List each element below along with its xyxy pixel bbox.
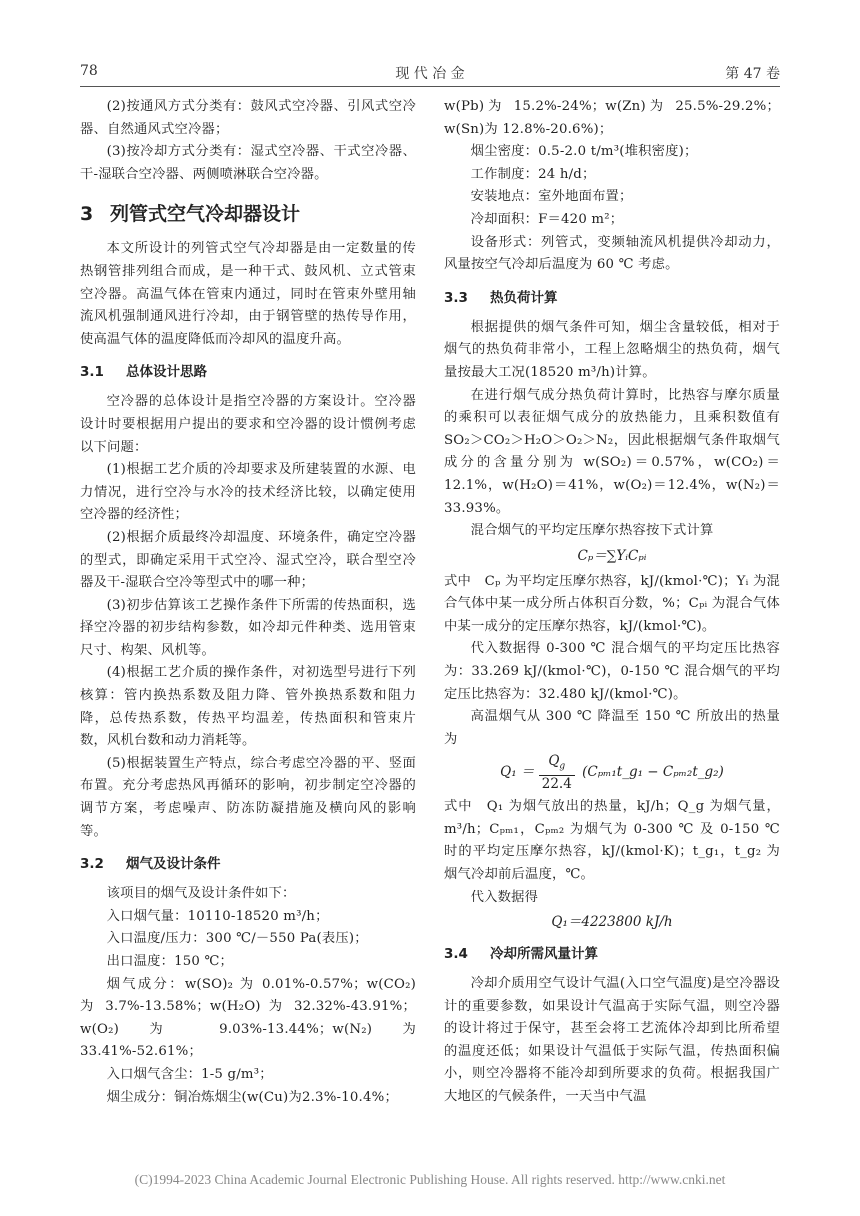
paragraph: (1)根据工艺介质的冷却要求及所建装置的水源、电力情况，进行空冷与水冷的技术经济比较，以确定使用空冷器的经济性；: [80, 462, 416, 523]
paragraph: 根据提供的烟气条件可知，烟尘含量较低，相对于烟气的热负荷非常小，工程上忽略烟尘的热负荷，烟气量按最大工况(18520 m³/h)计算。: [444, 319, 780, 380]
section-heading-3: [80, 200, 416, 228]
equation-result: Q₁＝4223800 kJ/h: [551, 914, 673, 931]
paragraph: (4)根据工艺介质的操作条件，对初选型号进行下列核算：管内换热系数及阻力降、管外换热系数和阻力降，总传热系数，传热平均温差，传热面积和管束片数，风机台数和动力消耗等。: [80, 665, 416, 749]
paragraph: 烟尘成分：铜冶炼烟尘(w(Cu)为2.3%-10.4%；: [106, 1089, 398, 1105]
header-rule: [80, 86, 780, 87]
paragraph: 代入数据得 0-300 ℃ 混合烟气的平均定压比热容为：33.269 kJ/(kmol·℃)，0-150 ℃ 混合烟气的平均定压比热容为：32.480 kJ/(kmol·℃)。: [444, 641, 780, 702]
subsection-heading-3-3: [444, 287, 780, 309]
subsection-title: 总体设计思路: [126, 364, 207, 381]
equation-rhs: (Cₚₘ₁t_g₁ − Cₚₘ₂t_g₂): [582, 764, 724, 781]
paragraph: w(Pb)为 15.2%-24%；w(Zn)为 25.5%-29.2%；w(Sn)为 12.8%-20.6%)；: [444, 99, 780, 137]
volume-label: 第 47 卷: [725, 66, 780, 82]
paragraph: 工作制度：24 h/d；: [470, 166, 596, 182]
left-column: [80, 96, 416, 1109]
paragraph: 冷却介质用空气设计气温(入口空气温度)是空冷器设计的重要参数，如果设计气温高于实际气温，则空冷器的设计将过于保守，甚至会将工艺流体冷却到比所希望的温度还低；如果设计气温低于实际气温，传热面积偏小，则空冷器将不能冷却到所要求的负荷。根据我国广大地区的气候条件，一天当中气温: [444, 976, 780, 1105]
equation-fraction: [539, 753, 575, 792]
subsection-number: 3.1: [80, 364, 104, 381]
subsection-number: 3.4: [444, 946, 468, 963]
fraction-denominator: 22.4: [541, 776, 572, 793]
paragraph: 设备形式：列管式，变频轴流风机提供冷却动力，风量按空气冷却后温度为 60 ℃ 考虑。: [444, 234, 780, 273]
paragraph: 入口烟气量：10110-18520 m³/h；: [106, 908, 329, 924]
paragraph: 混合烟气的平均定压摩尔热容按下式计算: [470, 523, 714, 539]
subsection-title: 热负荷计算: [490, 289, 558, 306]
paragraph: 安装地点：室外地面布置；: [470, 189, 633, 205]
paragraph: (2)按通风方式分类有：鼓风式空冷器、引风式空冷器、自然通风式空冷器；: [80, 99, 416, 137]
subsection-title: 烟气及设计条件: [126, 856, 221, 873]
paragraph: 式中 Q₁ 为烟气放出的热量，kJ/h；Q_g 为烟气量，m³/h；Cₚₘ₁，Cₚₘ₂ 为烟气为 0-300 ℃ 及 0-150 ℃ 时的平均定压摩尔热容，kJ/(kmol·K)；t_g₁，t_g₂ 为烟气冷却前后温度，℃。: [444, 799, 780, 882]
equation-heat-load: [444, 753, 780, 792]
paragraph: (3)按冷却方式分类有：湿式空冷器、干式空冷器、干-湿联合空冷器、两侧喷淋联合空冷器。: [80, 144, 416, 182]
paragraph: 该项目的烟气及设计条件如下：: [106, 886, 296, 902]
paragraph: 烟气成分：w(SO)₂ 为 0.01%-0.57%；w(CO₂) 为 3.7%-13.58%；w(H₂O) 为 32.32%-43.91%；w(O₂) 为 9.03%-13.44%；w(N₂) 为 33.41%-52.61%；: [80, 976, 416, 1060]
paragraph: 代入数据得: [470, 889, 539, 905]
page-number: 78: [80, 63, 98, 79]
paragraph: 入口烟气含尘：1-5 g/m³；: [106, 1066, 273, 1082]
paragraph: 烟尘密度：0.5-2.0 t/m³(堆积密度)；: [470, 144, 698, 160]
subsection-number: 3.3: [444, 289, 468, 306]
subsection-title: 冷却所需风量计算: [490, 946, 598, 963]
subsection-number: 3.2: [80, 856, 104, 873]
right-column: [444, 96, 780, 1109]
copyright-footer: (C)1994-2023 China Academic Journal Electronic Publishing House. All rights reserved. http://www.cnki.net: [134, 1172, 726, 1187]
section-number: 3: [80, 203, 94, 226]
journal-name: 现 代 冶 金: [395, 66, 465, 82]
subsection-heading-3-4: [444, 943, 780, 965]
paragraph: (2)根据介质最终冷却温度、环境条件，确定空冷器的型式，即确定采用干式空冷、湿式空冷，联合型空冷器及干-湿联合空冷等型式中的哪一种；: [80, 529, 416, 591]
paragraph: (5)根据装置生产特点，综合考虑空冷器的平、竖面布置。充分考虑热风再循环的影响，初步制定空冷器的调节方案，考虑噪声、防冻防凝措施及横向风的影响等。: [80, 755, 416, 839]
fraction-numerator-sub: g: [559, 762, 566, 773]
paragraph: 本文所设计的列管式空气冷却器是由一定数量的传热钢管排列组合而成，是一种干式、鼓风机、立式管束空冷器。高温气体在管束内通过，同时在管束外壁用轴流风机强制通风进行冷却，由于钢管壁的热传导作用，使高温气体的温度降低而冷却风的温度升高。: [80, 241, 416, 347]
paragraph: 高温烟气从 300 ℃ 降温至 150 ℃ 所放出的热量为: [444, 709, 780, 747]
paragraph: 式中 Cₚ 为平均定压摩尔热容，kJ/(kmol·℃)；Yᵢ 为混合气体中某一成分所占体积百分数，%；Cₚᵢ 为混合气体中某一成分的定压摩尔热容，kJ/(kmol·℃)。: [444, 573, 780, 634]
fraction-numerator: Q: [548, 753, 560, 770]
paragraph: 空冷器的总体设计是指空冷器的方案设计。空冷器设计时要根据用户提出的要求和空冷器的设计惯例考虑以下问题：: [80, 394, 416, 455]
paragraph: 冷却面积：F＝420 m²；: [470, 211, 624, 227]
subsection-heading-3-1: [80, 361, 416, 383]
paragraph: (3)初步估算该工艺操作条件下所需的传热面积，选择空冷器的初步结构参数，如冷却元件种类、选用管束尺寸、构架、风机等。: [80, 597, 416, 658]
paragraph: 出口温度：150 ℃；: [106, 954, 234, 969]
section-title: 列管式空气冷却器设计: [110, 203, 301, 226]
equation-heat-capacity: Cₚ＝∑YᵢCₚᵢ: [577, 547, 647, 564]
paragraph: 入口温度/压力：300 ℃/－550 Pa(表压)；: [106, 931, 368, 947]
equation-lhs: Q₁ ＝: [500, 764, 535, 781]
subsection-heading-3-2: [80, 853, 416, 875]
paragraph: 在进行烟气成分热负荷计算时，比热容与摩尔质量的乘积可以表征烟气成分的放热能力，且乘积数值有 SO₂＞CO₂＞H₂O＞O₂＞N₂，因此根据烟气条件取烟气成分的含量分别为 w(SO₂)＝0.57%，w(CO₂)＝12.1%，w(H₂O)＝41%，w(O₂)＝12.4%，w(N₂)＝33.93%。: [444, 387, 780, 516]
